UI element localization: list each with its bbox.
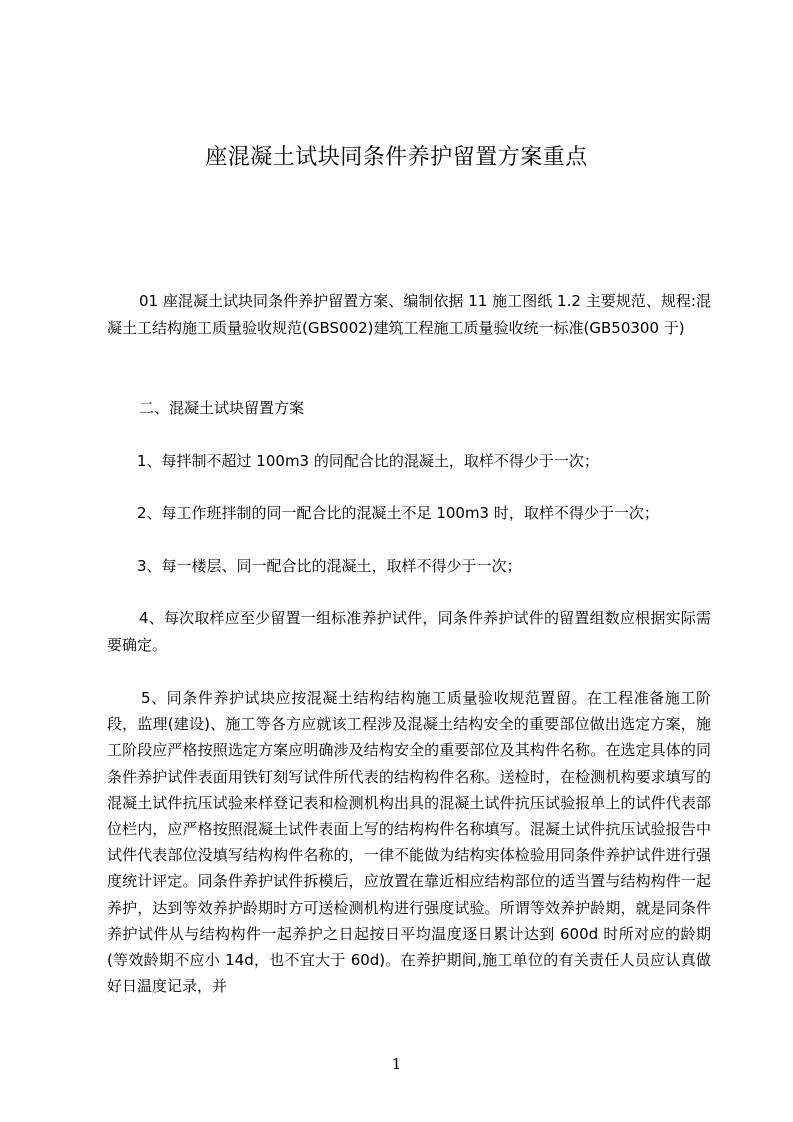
page-number: 1: [391, 1055, 402, 1073]
paragraph-basis: 01 座混凝土试块同条件养护留置方案、编制依据 11 施工图纸 1.2 主要规范、规程:混凝土工结构施工质量验收规范(GBS002)建筑工程施工质量验收统一标准(GB50300 于): [107, 292, 711, 337]
document-title: 座混凝土试块同条件养护留置方案重点: [205, 145, 588, 170]
list-item-1: 1、每拌制不超过 100m3 的同配合比的混凝土，取样不得少于一次；: [137, 452, 599, 470]
list-item-5: 5、同条件养护试块应按混凝土结构结构施工质量验收规范置留。在工程准备施工阶段，监理(建设)、施工等各方应就该工程涉及混凝土结构安全的重要部位做出选定方案，施工阶段应严格按照选定方案应明确涉及结构安全的重要部位及其构件名称。在选定具体的同条件养护试件表面用铁钉刻写试件所代表的结构构件名称。送检时，在检测机构要求填写的混凝土试件抗压试验来样登记表和检测机构出具的混凝土试件抗压试验报单上的试件代表部位栏内，应严格按照混凝土试件表面上写的结构构件名称填写。混凝土试件抗压试验报告中试件代表部位没填写结构构件名称的，一律不能做为结构实体检验用同条件养护试件进行强度统计评定。同条件养护试件拆模后，应放置在靠近相应结构部位的适当置与结构构件一起养护，达到等效养护龄期时方可送检测机构进行强度试验。所谓等效养护龄期，就是同条件养护试件从与结构构件一起养护之日起按日平均温度逐日累计达到 600d 时所对应的龄期(等效龄期不应小 14d，也不宜大于 60d)。在养护期间,施工单位的有关责任人员应认真做好日温度记录，并: [107, 689, 711, 996]
section-heading: 二、混凝土试块留置方案: [139, 399, 305, 417]
list-item-2: 2、每工作班拌制的同一配合比的混凝土不足 100m3 时，取样不得少于一次；: [137, 504, 659, 522]
list-item-4: 4、每次取样应至少留置一组标准养护试件，同条件养护试件的留置组数应根据实际需要确定。: [107, 609, 711, 654]
list-item-3: 3、每一楼层、同一配合比的混凝土，取样不得少于一次；: [137, 557, 522, 575]
